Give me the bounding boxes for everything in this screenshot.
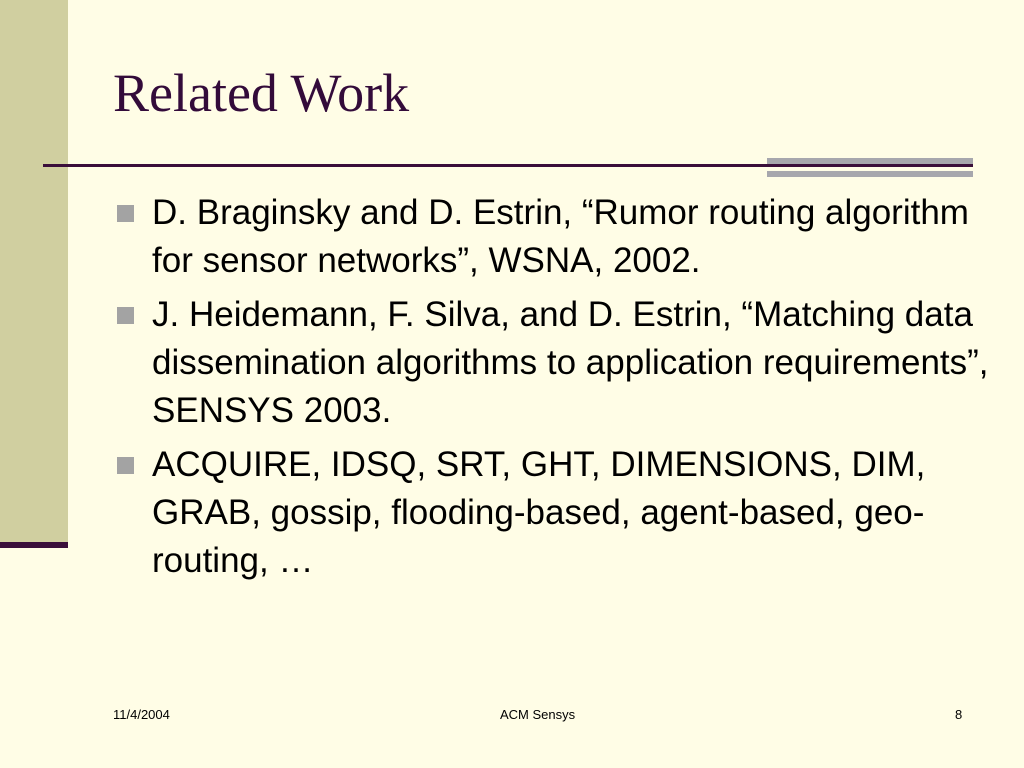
- square-bullet-icon: [117, 307, 134, 324]
- bullet-item: [115, 189, 995, 285]
- footer-event: ACM Sensys: [500, 707, 576, 722]
- square-bullet-icon: [117, 205, 134, 222]
- title-accent-bar-bottom: [767, 171, 973, 177]
- square-bullet-icon: [117, 457, 134, 474]
- bullet-item: [115, 291, 995, 435]
- bullet-text: D. Braginsky and D. Estrin, “Rumor routing algorithm for sensor networks”, WSNA, 2002.: [152, 193, 969, 280]
- footer-date: 11/4/2004: [113, 707, 170, 722]
- slide-title: Related Work: [113, 63, 410, 123]
- bullet-item: [115, 441, 995, 585]
- title-rule: [43, 164, 973, 167]
- left-decorative-stripe: [0, 0, 68, 545]
- bullet-text: ACQUIRE, IDSQ, SRT, GHT, DIMENSIONS, DIM, GRAB, gossip, flooding-based, agent-based, geo-routing, …: [152, 445, 926, 580]
- page-number: 8: [955, 707, 963, 722]
- bullet-list: [115, 189, 995, 591]
- bullet-text: J. Heidemann, F. Silva, and D. Estrin, “Matching data dissemination algorithms to application requirements”, SENSYS 2003.: [152, 295, 989, 430]
- left-stripe-bottom-bar: [0, 542, 68, 548]
